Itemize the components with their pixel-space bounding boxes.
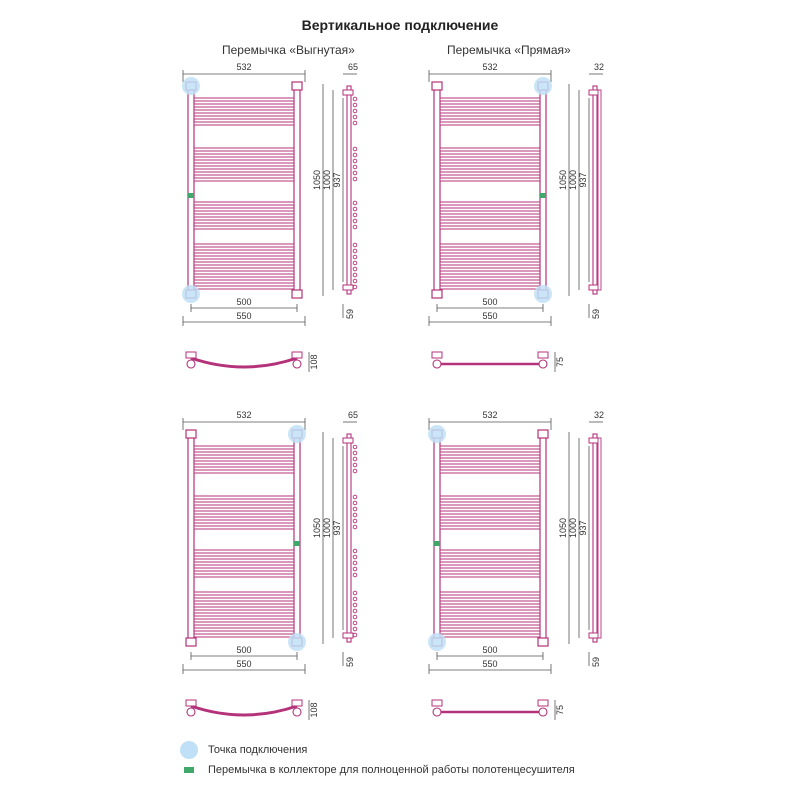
rail-bar [194,160,294,163]
dim-bottom-inner: 500 [482,645,498,655]
rail-bar [194,220,294,223]
right-vertical-tube [540,432,546,644]
rail-bar [440,256,540,259]
plan-view-joint [433,360,441,368]
rail-bar [194,268,294,271]
jumper-marker [188,193,194,198]
rail-bar [194,556,294,559]
jumper-marker [434,541,440,546]
rail-bar [194,502,294,505]
side-view-fitting [343,285,353,290]
side-bar-end [353,279,357,283]
rail-bar [440,562,540,565]
dim-bottom-depth: 59 [345,656,355,668]
side-bar-end [353,147,357,151]
plan-view-fitting [538,700,548,706]
connection-point-top [182,77,200,95]
plan-view-fitting [186,700,196,706]
rail-bar [440,166,540,169]
rail-bar [440,508,540,511]
side-bar-end [353,159,357,163]
dim-height-axis: 937 [332,520,342,536]
dim-height-axis: 937 [578,520,588,536]
rail-bar [194,148,294,151]
side-bar-end [353,457,357,461]
fitting-nut [186,430,196,438]
rail-bar [440,244,540,247]
dim-top-width: 532 [482,410,498,420]
dim-plan-depth: 75 [555,704,565,716]
side-bar-end [353,627,357,631]
rail-bar [194,452,294,455]
rail-bar [194,568,294,571]
rail-bar [440,104,540,107]
side-bar-end [353,213,357,217]
rail-bar [440,634,540,637]
rail-bar [194,628,294,631]
dim-side-depth: 65 [347,410,359,420]
rail-bar [194,520,294,523]
side-view-fitting [589,633,599,638]
side-view-bars [598,90,601,290]
dim-side-depth: 32 [593,62,605,72]
connection-point-bottom [288,633,306,651]
dim-height-mid: 1000 [322,169,332,191]
side-bar-end [353,609,357,613]
plan-view-joint [539,360,547,368]
side-view-tube [347,434,351,642]
rail-bar [194,280,294,283]
side-bar-end [353,519,357,523]
side-bar-end [353,165,357,169]
rail-bar [194,598,294,601]
side-bar-end [353,621,357,625]
rail-bar [194,634,294,637]
rail-bar [440,160,540,163]
rail-bar [440,598,540,601]
plan-view-joint [187,708,195,716]
rail-bar [440,458,540,461]
connection-point-top [534,77,552,95]
rail-bar [440,286,540,289]
connection-point-top [428,425,446,443]
rail-bar [440,556,540,559]
rail-bar [194,154,294,157]
rail-bar [440,214,540,217]
dim-height-mid: 1000 [568,517,578,539]
rail-bar [194,622,294,625]
rail-bar [194,446,294,449]
left-vertical-tube [434,84,440,296]
side-bar-end [353,97,357,101]
rail-bar [194,250,294,253]
dim-height-mid: 1000 [568,169,578,191]
rail-bar [440,464,540,467]
dim-bottom-outer: 550 [482,311,498,321]
rail-bar [440,452,540,455]
rail-bar [440,172,540,175]
side-bar-end [353,243,357,247]
rail-bar [194,550,294,553]
jumper-icon [184,767,194,773]
side-bar-end [353,603,357,607]
side-bar-end [353,463,357,467]
side-bar-end [353,573,357,577]
rail-bar [440,110,540,113]
side-bar-end [353,549,357,553]
side-bar-end [353,207,357,211]
dim-bottom-depth: 59 [591,308,601,320]
side-view-fitting [343,90,353,95]
dim-height-total: 1050 [312,517,322,539]
plan-view-joint [187,360,195,368]
dim-top-width: 532 [236,410,252,420]
rail-bar [440,274,540,277]
subtitle-curved-jumper: Перемычка «Выгнутая» [222,43,355,57]
rail-bar [440,568,540,571]
side-bar-end [353,469,357,473]
rail-bar [194,104,294,107]
fitting-nut [432,82,442,90]
side-bar-end [353,115,357,119]
rail-bar [194,172,294,175]
jumper-marker [294,541,300,546]
page-title: Вертикальное подключение [301,17,499,33]
rail-bar [440,250,540,253]
rail-bar [440,550,540,553]
rail-bar [194,514,294,517]
dim-plan-depth: 108 [309,354,319,370]
side-view-bars [598,438,601,638]
rail-bar [194,226,294,229]
legend-jumper [180,764,575,776]
rail-bar [440,502,540,505]
side-bar-end [353,451,357,455]
rail-bar [440,148,540,151]
rail-bar [440,116,540,119]
connection-point-top [288,425,306,443]
dim-bottom-inner: 500 [236,645,252,655]
plan-view-fitting [186,352,196,358]
rail-bar [194,616,294,619]
left-vertical-tube [188,432,194,644]
rail-bar [194,122,294,125]
rail-bar [194,526,294,529]
right-vertical-tube [294,432,300,644]
side-view-tube [593,86,597,294]
plan-view-fitting [432,700,442,706]
rail-bar [440,592,540,595]
right-vertical-tube [294,84,300,296]
fitting-nut [538,638,548,646]
dim-side-depth: 32 [593,410,605,420]
plan-view-fitting [292,352,302,358]
towel-rail-diagram-straight-bottom-left [428,410,604,720]
dim-bottom-depth: 59 [345,308,355,320]
rail-bar [440,280,540,283]
rail-bar [194,178,294,181]
side-bar-end [353,261,357,265]
rail-bar [440,628,540,631]
rail-bar [440,520,540,523]
rail-bar [440,220,540,223]
plan-view-curved [191,358,297,367]
dim-side-depth: 65 [347,62,359,72]
side-bar-end [353,495,357,499]
side-bar-end [353,525,357,529]
side-bar-end [353,513,357,517]
connection-point-icon [180,741,198,759]
rail-bar [194,286,294,289]
side-bar-end [353,507,357,511]
rail-bar [440,574,540,577]
plan-view-joint [539,708,547,716]
jumper-marker [540,193,546,198]
side-view-tube [593,434,597,642]
dim-height-axis: 937 [332,172,342,188]
right-vertical-tube [540,84,546,296]
rail-bar [440,622,540,625]
rail-bar [440,610,540,613]
rail-bar [194,458,294,461]
plan-view-curved [191,706,297,715]
dim-bottom-outer: 550 [236,659,252,669]
dim-bottom-inner: 500 [236,297,252,307]
side-bar-end [353,555,357,559]
rail-bar [440,446,540,449]
plan-view-joint [293,360,301,368]
side-view-fitting [589,438,599,443]
dim-height-total: 1050 [312,169,322,191]
side-bar-end [353,219,357,223]
dim-plan-depth: 108 [309,702,319,718]
fitting-nut [538,430,548,438]
rail-bar [194,464,294,467]
side-bar-end [353,201,357,205]
side-bar-end [353,153,357,157]
rail-bar [440,262,540,265]
side-bar-end [353,597,357,601]
rail-bar [194,208,294,211]
dim-height-total: 1050 [558,517,568,539]
side-bar-end [353,285,357,289]
legend-jumper-label: Перемычка в коллекторе для полноценной работы полотенцесушителя [208,764,575,776]
dim-height-total: 1050 [558,169,568,191]
plan-view-fitting [538,352,548,358]
rail-bar [440,202,540,205]
side-bar-end [353,267,357,271]
towel-rail-diagram-curved-top-left [182,62,358,372]
rail-bar [440,226,540,229]
side-bar-end [353,561,357,565]
side-bar-end [353,445,357,449]
dim-height-mid: 1000 [322,517,332,539]
rail-bar [440,470,540,473]
side-bar-end [353,591,357,595]
side-bar-end [353,109,357,113]
legend-connection-point [180,741,307,759]
fitting-nut [292,82,302,90]
plan-view-joint [293,708,301,716]
rail-bar [440,154,540,157]
rail-bar [440,122,540,125]
rail-bar [194,470,294,473]
plan-view-joint [433,708,441,716]
side-bar-end [353,171,357,175]
connection-point-bottom [428,633,446,651]
rail-bar [194,110,294,113]
side-bar-end [353,255,357,259]
rail-bar [194,604,294,607]
dim-bottom-inner: 500 [482,297,498,307]
left-vertical-tube [188,84,194,296]
connection-point-bottom [182,285,200,303]
dim-top-width: 532 [482,62,498,72]
rail-bar [194,496,294,499]
fitting-nut [292,290,302,298]
rail-bar [440,604,540,607]
dim-bottom-depth: 59 [591,656,601,668]
rail-bar [440,208,540,211]
rail-bar [440,526,540,529]
side-view-fitting [589,90,599,95]
towel-rail-diagram-straight-top-right [429,62,604,372]
towel-rail-diagram-curved-bottom-right [183,410,358,720]
left-vertical-tube [434,432,440,644]
rail-bar [194,256,294,259]
fitting-nut [186,638,196,646]
rail-bar [194,574,294,577]
rail-bar [194,166,294,169]
rail-bar [440,178,540,181]
side-bar-end [353,177,357,181]
side-bar-end [353,501,357,505]
dim-plan-depth: 75 [555,356,565,368]
rail-bar [194,244,294,247]
side-bar-end [353,103,357,107]
dim-bottom-outer: 550 [482,659,498,669]
rail-bar [440,98,540,101]
fitting-nut [432,290,442,298]
side-view-tube [347,86,351,294]
rail-bar [194,274,294,277]
side-bar-end [353,225,357,229]
dim-height-axis: 937 [578,172,588,188]
side-bar-end [353,615,357,619]
plan-view-fitting [292,700,302,706]
legend-connection-label: Точка подключения [208,744,308,756]
side-bar-end [353,567,357,571]
rail-bar [194,610,294,613]
side-view-fitting [343,633,353,638]
rail-bar [194,562,294,565]
plan-view-fitting [432,352,442,358]
rail-bar [194,116,294,119]
rail-bar [440,514,540,517]
rail-bar [194,508,294,511]
rail-bar [194,214,294,217]
connection-point-bottom [534,285,552,303]
rail-bar [194,202,294,205]
side-bar-end [353,121,357,125]
rail-bar [440,268,540,271]
rail-bar [440,616,540,619]
side-bar-end [353,249,357,253]
rail-bar [440,496,540,499]
side-view-fitting [343,438,353,443]
side-bar-end [353,273,357,277]
rail-bar [194,592,294,595]
subtitle-straight-jumper: Перемычка «Прямая» [447,43,571,57]
rail-bar [194,98,294,101]
side-bar-end [353,633,357,637]
side-view-fitting [589,285,599,290]
dim-top-width: 532 [236,62,252,72]
dim-bottom-outer: 550 [236,311,252,321]
rail-bar [194,262,294,265]
